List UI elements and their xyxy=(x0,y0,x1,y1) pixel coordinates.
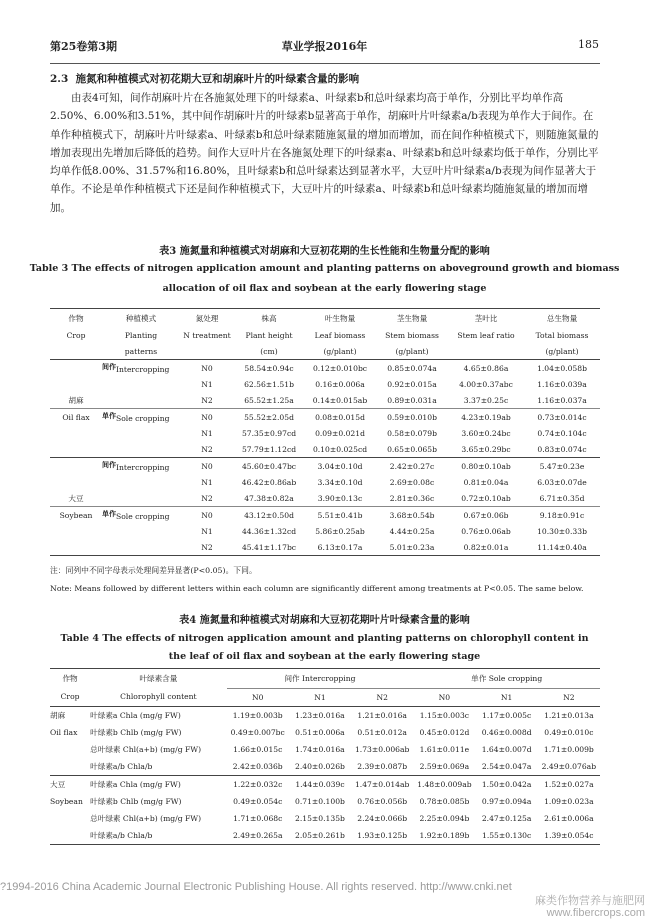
value-cell: 0.80±0.10ab xyxy=(461,461,511,471)
value-cell: 2.61±0.006a xyxy=(544,813,594,823)
value-cell: 0.59±0.010b xyxy=(387,412,437,422)
value-cell: 2.39±0.087b xyxy=(357,761,408,771)
header-sole-cropping: 单作 Sole cropping xyxy=(413,669,600,689)
pattern-cn: 单作 xyxy=(102,509,116,518)
planting-pattern-cell xyxy=(102,376,180,392)
value-cell: 6.71±0.35d xyxy=(539,493,585,503)
value-cell: 1.16±0.039a xyxy=(537,379,587,389)
value-cell: 0.74±0.104c xyxy=(537,428,587,438)
table3-header-cell xyxy=(448,343,524,360)
crop-cell: 胡麻 xyxy=(50,710,66,720)
value-cell: 0.10±0.025cd xyxy=(312,444,368,454)
crop-name-cn: 大豆 xyxy=(68,493,84,503)
crop-cell xyxy=(50,507,102,524)
value-cell: 2.81±0.36c xyxy=(389,493,435,503)
table4-title-en-1: Table 4 The effects of nitrogen application amount and planting patterns on chlorophyll content in xyxy=(60,633,589,644)
value-cell: 4.65±0.86a xyxy=(463,363,509,373)
table3-header-cell: 作物 xyxy=(68,313,84,323)
table-row xyxy=(50,706,600,724)
table-row xyxy=(50,376,600,392)
table3-header-cell: 总生物量 xyxy=(546,313,578,323)
table4-header-row xyxy=(50,669,600,689)
table-row xyxy=(50,458,600,475)
value-cell: 45.41±1.17bc xyxy=(241,542,297,552)
pattern-en: Intercropping xyxy=(116,463,170,472)
value-cell: 0.16±0.006a xyxy=(315,379,365,389)
n-level-header: N2 xyxy=(376,692,388,702)
section-title: 施氮和种植模式对初花期大豆和胡麻叶片的叶绿素含量的影响 xyxy=(75,73,360,85)
planting-pattern-cell xyxy=(102,360,180,377)
value-cell: 2.42±0.27c xyxy=(389,461,435,471)
table3-note-cn: 注：同列中不同字母表示处理间差异显著(P<0.05)。下同。 xyxy=(50,566,257,575)
table3-header-cell: (g/plant) xyxy=(395,346,429,356)
n-treatment-cell: N0 xyxy=(201,510,213,520)
chlorophyll-label: 叶绿素b Chlb (mg/g FW) xyxy=(90,796,182,806)
crop-cell xyxy=(50,474,102,490)
value-cell: 46.42±0.86ab xyxy=(241,477,297,487)
table3-header-cell: Planting xyxy=(124,330,158,340)
value-cell: 1.04±0.058b xyxy=(537,363,587,373)
value-cell: 2.54±0.047a xyxy=(481,761,532,771)
value-cell: 2.42±0.036b xyxy=(232,761,283,771)
value-cell: 0.81±0.04a xyxy=(463,477,509,487)
journal-issue: 第25卷第3期 xyxy=(50,40,117,53)
table4 xyxy=(50,668,600,845)
table-row xyxy=(50,409,600,426)
journal-name: 草业学报2016年 xyxy=(281,40,368,53)
value-cell: 1.47±0.014ab xyxy=(354,779,410,789)
watermark-line-1: 麻类作物营养与施肥网 xyxy=(535,895,645,907)
watermark xyxy=(535,895,645,919)
table3-header-cell: 茎生物量 xyxy=(396,313,428,323)
pattern-cn: 间作 xyxy=(102,460,116,469)
header-intercropping: 间作 Intercropping xyxy=(227,669,414,689)
n-treatment-cell: N0 xyxy=(201,461,213,471)
value-cell: 0.76±0.06ab xyxy=(461,526,511,536)
section-heading xyxy=(50,70,600,88)
value-cell: 47.38±0.82a xyxy=(244,493,294,503)
planting-pattern-cell xyxy=(102,507,180,524)
value-cell: 43.12±0.50d xyxy=(244,510,294,520)
value-cell: 2.49±0.265a xyxy=(232,830,283,840)
header-chl-en: Chlorophyll content xyxy=(120,692,197,702)
table3-header-cell: Plant height xyxy=(245,330,293,340)
planting-pattern-cell xyxy=(102,441,180,458)
value-cell: 1.66±0.015c xyxy=(233,744,283,754)
n-treatment-cell: N1 xyxy=(201,428,213,438)
value-cell: 0.72±0.10ab xyxy=(461,493,511,503)
n-treatment-cell: N2 xyxy=(201,444,213,454)
value-cell: 1.16±0.037a xyxy=(537,395,587,405)
value-cell: 2.69±0.08c xyxy=(389,477,435,487)
value-cell: 44.36±1.32cd xyxy=(241,526,297,536)
pattern-en: Sole cropping xyxy=(116,414,170,423)
table-row xyxy=(50,360,600,377)
chlorophyll-label: 叶绿素a/b Chla/b xyxy=(90,761,153,771)
planting-pattern-cell xyxy=(102,409,180,426)
crop-cell xyxy=(50,409,102,426)
table-row xyxy=(50,741,600,758)
crop-cell xyxy=(50,441,102,458)
value-cell: 2.24±0.066b xyxy=(357,813,408,823)
crop-cell xyxy=(50,539,102,556)
table3-header-cell: Stem biomass xyxy=(385,330,439,340)
n-level-header: N1 xyxy=(500,692,513,702)
page-number: 185 xyxy=(578,38,599,51)
value-cell: 1.21±0.013a xyxy=(544,710,594,720)
value-cell: 0.82±0.01a xyxy=(463,542,509,552)
value-cell: 1.44±0.039c xyxy=(295,779,345,789)
value-cell: 5.86±0.25ab xyxy=(315,526,365,536)
value-cell: 0.92±0.015a xyxy=(387,379,437,389)
value-cell: 0.14±0.015ab xyxy=(312,395,368,405)
chlorophyll-label: 总叶绿素 Chl(a+b) (mg/g FW) xyxy=(90,813,202,823)
planting-pattern-cell xyxy=(102,425,180,441)
value-cell: 45.60±0.47bc xyxy=(241,461,297,471)
crop-cell xyxy=(50,827,90,845)
value-cell: 0.73±0.014c xyxy=(537,412,587,422)
value-cell: 0.09±0.021d xyxy=(315,428,365,438)
table-row xyxy=(50,758,600,776)
header-crop-cn: 作物 xyxy=(62,674,78,683)
crop-name-en: Oil flax xyxy=(62,412,90,422)
planting-pattern-cell xyxy=(102,490,180,507)
table3-header-cell: Crop xyxy=(66,330,86,340)
chlorophyll-label: 叶绿素a/b Chla/b xyxy=(90,830,153,840)
table3-header-cell: 氮处理 xyxy=(195,313,219,323)
crop-name-en: Soybean xyxy=(59,510,93,520)
planting-pattern-cell xyxy=(102,523,180,539)
chlorophyll-label: 叶绿素b Chlb (mg/g FW) xyxy=(90,727,182,737)
value-cell: 1.64±0.007d xyxy=(481,744,532,754)
value-cell: 1.71±0.068c xyxy=(233,813,283,823)
table3-header-row xyxy=(50,309,600,328)
n-treatment-cell: N2 xyxy=(201,493,213,503)
pattern-en: Sole cropping xyxy=(116,512,170,521)
crop-cell xyxy=(50,758,90,776)
value-cell: 0.46±0.008d xyxy=(481,727,532,737)
value-cell: 1.93±0.125b xyxy=(357,830,408,840)
crop-cell xyxy=(50,523,102,539)
value-cell: 3.34±0.10d xyxy=(317,477,363,487)
value-cell: 1.17±0.005c xyxy=(481,710,532,720)
table-row xyxy=(50,724,600,741)
table4-title-cn: 表4 施氮量和种植模式对胡麻和大豆初花期叶片叶绿素含量的影响 xyxy=(179,615,470,626)
value-cell: 2.25±0.094b xyxy=(419,813,470,823)
value-cell: 1.50±0.042a xyxy=(481,779,532,789)
value-cell: 0.49±0.007bc xyxy=(230,727,285,737)
value-cell: 0.78±0.085b xyxy=(419,796,470,806)
crop-cell xyxy=(50,392,102,409)
table3-title-en-2: allocation of oil flax and soybean at the early flowering stage xyxy=(162,283,487,294)
value-cell: 65.52±1.25a xyxy=(244,395,294,405)
value-cell: 0.12±0.010bc xyxy=(312,363,368,373)
table3-header-cell: patterns xyxy=(124,346,158,356)
chlorophyll-label: 叶绿素a Chla (mg/g FW) xyxy=(90,710,181,720)
table3-title-cn: 表3 施氮量和种植模式对胡麻和大豆初花期的生长性能和生物量分配的影响 xyxy=(159,246,490,257)
chlorophyll-label: 叶绿素a Chla (mg/g FW) xyxy=(90,779,181,789)
table3-header-cell: (g/plant) xyxy=(323,346,357,356)
value-cell: 3.90±0.13c xyxy=(317,493,363,503)
table3-header-cell: Leaf biomass xyxy=(314,330,366,340)
table4-title-en-2: the leaf of oil flax and soybean at the early flowering stage xyxy=(168,651,481,662)
value-cell: 2.49±0.076ab xyxy=(541,761,597,771)
crop-cell: Oil flax xyxy=(50,727,78,737)
value-cell: 4.44±0.25a xyxy=(389,526,435,536)
value-cell: 1.22±0.032c xyxy=(233,779,283,789)
value-cell: 3.65±0.29bc xyxy=(461,444,511,454)
value-cell: 1.61±0.011e xyxy=(419,744,470,754)
value-cell: 4.00±0.37abc xyxy=(459,379,513,389)
value-cell: 1.21±0.016a xyxy=(357,710,407,720)
value-cell: 0.08±0.015d xyxy=(315,412,365,422)
table3 xyxy=(50,308,600,556)
crop-cell xyxy=(50,741,90,758)
value-cell: 0.83±0.074c xyxy=(537,444,587,454)
header-chl-cn: 叶绿素含量 xyxy=(139,674,178,683)
value-cell: 1.55±0.130c xyxy=(481,830,532,840)
n-level-header: N0 xyxy=(438,692,451,702)
crop-cell xyxy=(50,360,102,377)
value-cell: 57.35±0.97cd xyxy=(241,428,297,438)
crop-cell xyxy=(50,490,102,507)
planting-pattern-cell xyxy=(102,539,180,556)
n-level-header: N0 xyxy=(251,692,264,702)
value-cell: 0.65±0.065b xyxy=(387,444,437,454)
planting-pattern-cell xyxy=(102,392,180,409)
value-cell: 1.48±0.009ab xyxy=(417,779,472,789)
n-level-header: N1 xyxy=(314,692,326,702)
table3-header-row xyxy=(50,327,600,343)
value-cell: 10.30±0.33b xyxy=(537,526,587,536)
value-cell: 1.92±0.189b xyxy=(419,830,470,840)
crop-cell xyxy=(50,376,102,392)
table-row xyxy=(50,425,600,441)
value-cell: 1.09±0.023a xyxy=(544,796,594,806)
value-cell: 55.52±2.05d xyxy=(244,412,294,422)
value-cell: 58.54±0.94c xyxy=(244,363,294,373)
value-cell: 9.18±0.91c xyxy=(539,510,585,520)
table-row xyxy=(50,441,600,458)
value-cell: 4.23±0.19ab xyxy=(461,412,511,422)
value-cell: 0.51±0.012a xyxy=(357,727,407,737)
table-row xyxy=(50,810,600,827)
value-cell: 2.05±0.261b xyxy=(295,830,345,840)
header-crop-en: Crop xyxy=(60,692,80,702)
pattern-cn: 单作 xyxy=(102,411,116,420)
table3-header-cell: 茎叶比 xyxy=(474,313,498,323)
value-cell: 0.67±0.06b xyxy=(463,510,509,520)
value-cell: 1.19±0.003b xyxy=(232,710,283,720)
n-treatment-cell: N1 xyxy=(201,526,213,536)
value-cell: 3.04±0.10d xyxy=(317,461,363,471)
n-treatment-cell: N2 xyxy=(201,542,213,552)
copyright-footer: ?1994-2016 China Academic Journal Electronic Publishing House. All rights reserved. http://www.cnki.net xyxy=(0,881,512,893)
n-treatment-cell: N2 xyxy=(201,395,213,405)
table3-header-cell: 叶生物量 xyxy=(324,313,356,323)
table3-header-cell xyxy=(180,343,234,360)
crop-cell xyxy=(50,810,90,827)
chlorophyll-label: 总叶绿素 Chl(a+b) (mg/g FW) xyxy=(90,744,202,754)
table4-header-row xyxy=(50,688,600,706)
value-cell: 1.15±0.003c xyxy=(419,710,470,720)
value-cell: 0.45±0.012d xyxy=(419,727,470,737)
table3-header-row xyxy=(50,343,600,360)
value-cell: 1.73±0.006ab xyxy=(354,744,410,754)
header-rule xyxy=(50,63,600,64)
planting-pattern-cell xyxy=(102,474,180,490)
value-cell: 5.51±0.41b xyxy=(317,510,363,520)
value-cell: 1.74±0.016a xyxy=(295,744,345,754)
table3-header-cell: Total biomass xyxy=(535,330,589,340)
value-cell: 0.51±0.006a xyxy=(295,727,345,737)
n-treatment-cell: N1 xyxy=(201,477,213,487)
crop-cell: Soybean xyxy=(50,796,83,806)
table3-header-cell xyxy=(50,343,102,360)
pattern-cn: 间作 xyxy=(102,362,116,371)
table3-header-cell: Stem leaf ratio xyxy=(457,330,515,340)
planting-pattern-cell xyxy=(102,458,180,475)
value-cell: 6.03±0.07de xyxy=(537,477,587,487)
table3-header-cell: (cm) xyxy=(260,346,278,356)
value-cell: 3.37±0.25c xyxy=(463,395,509,405)
value-cell: 2.15±0.135b xyxy=(295,813,345,823)
table-row xyxy=(50,775,600,793)
value-cell: 62.56±1.51b xyxy=(244,379,294,389)
value-cell: 0.49±0.054c xyxy=(233,796,283,806)
value-cell: 2.47±0.125a xyxy=(481,813,532,823)
table3-title-en-1: Table 3 The effects of nitrogen application amount and planting patterns on aboveground growth and biomass xyxy=(29,263,620,274)
value-cell: 0.85±0.074a xyxy=(387,363,437,373)
value-cell: 1.23±0.016a xyxy=(295,710,345,720)
table3-header-cell: N treatment xyxy=(183,330,231,340)
watermark-line-2: www.fibercrops.com xyxy=(546,907,645,919)
table-row xyxy=(50,392,600,409)
table-row xyxy=(50,490,600,507)
n-level-header: N2 xyxy=(563,692,575,702)
table-row xyxy=(50,507,600,524)
value-cell: 3.68±0.54b xyxy=(389,510,435,520)
table-row xyxy=(50,793,600,810)
value-cell: 2.59±0.069a xyxy=(419,761,470,771)
pattern-en: Intercropping xyxy=(116,365,170,374)
value-cell: 6.13±0.17a xyxy=(317,542,363,552)
value-cell: 5.01±0.23a xyxy=(389,542,435,552)
table3-note-en: Note: Means followed by different letters within each column are significantly different among treatments at P<0.05. The same below. xyxy=(50,584,584,593)
table-row xyxy=(50,827,600,845)
table3-header-cell: 株高 xyxy=(261,313,277,323)
value-cell: 0.89±0.031a xyxy=(387,395,437,405)
body-paragraph: 由表4可知，间作胡麻叶片在各施氮处理下的叶绿素a、叶绿素b和总叶绿素均高于单作，分别比平均单作高2.50%、6.00%和3.51%，其中间作胡麻叶片的叶绿素b显著高于单作，胡麻叶片叶绿素a/b表现为单作大于间作。在单作种植模式下，胡麻叶片叶绿素a、叶绿素b和总叶绿素随施氮量的增加而增加，而在间作种植模式下，则随施氮量的增加表现出先增加后降低的趋势。间作大豆叶片在各施氮处理下的叶绿素a、叶绿素b和总叶绿素均低于单作，分别比平均单作低8.00%、31.57%和16.80%，且叶绿素b和总叶绿素达到显著水平，大豆叶片叶绿素a/b表现为间作显著大于单作。不论是单作种植模式下还是间作种植模式下，大豆叶片的叶绿素a、叶绿素b和总叶绿素均随施氮量的增加而增加。 xyxy=(50,92,599,214)
table-row xyxy=(50,474,600,490)
value-cell: 5.47±0.23e xyxy=(539,461,585,471)
n-treatment-cell: N1 xyxy=(201,379,213,389)
crop-name-cn: 胡麻 xyxy=(68,395,84,405)
table3-header-cell: (g/plant) xyxy=(545,346,579,356)
n-treatment-cell: N0 xyxy=(201,363,213,373)
crop-cell xyxy=(50,425,102,441)
value-cell: 0.97±0.094a xyxy=(481,796,532,806)
table-row xyxy=(50,523,600,539)
crop-cell xyxy=(50,458,102,475)
value-cell: 1.52±0.027a xyxy=(544,779,594,789)
value-cell: 1.71±0.009b xyxy=(543,744,594,754)
table-row xyxy=(50,539,600,556)
n-treatment-cell: N0 xyxy=(201,412,213,422)
value-cell: 0.58±0.079b xyxy=(387,428,437,438)
value-cell: 57.79±1.12cd xyxy=(241,444,297,454)
value-cell: 2.40±0.026b xyxy=(295,761,345,771)
value-cell: 0.76±0.056b xyxy=(357,796,408,806)
value-cell: 0.71±0.100b xyxy=(295,796,345,806)
value-cell: 0.49±0.010c xyxy=(544,727,594,737)
value-cell: 3.60±0.24bc xyxy=(461,428,511,438)
value-cell: 11.14±0.40a xyxy=(537,542,587,552)
value-cell: 1.39±0.054c xyxy=(544,830,594,840)
crop-cell: 大豆 xyxy=(50,779,66,789)
table3-header-cell: 种植模式 xyxy=(125,313,157,323)
section-number: 2.3 xyxy=(50,73,69,85)
